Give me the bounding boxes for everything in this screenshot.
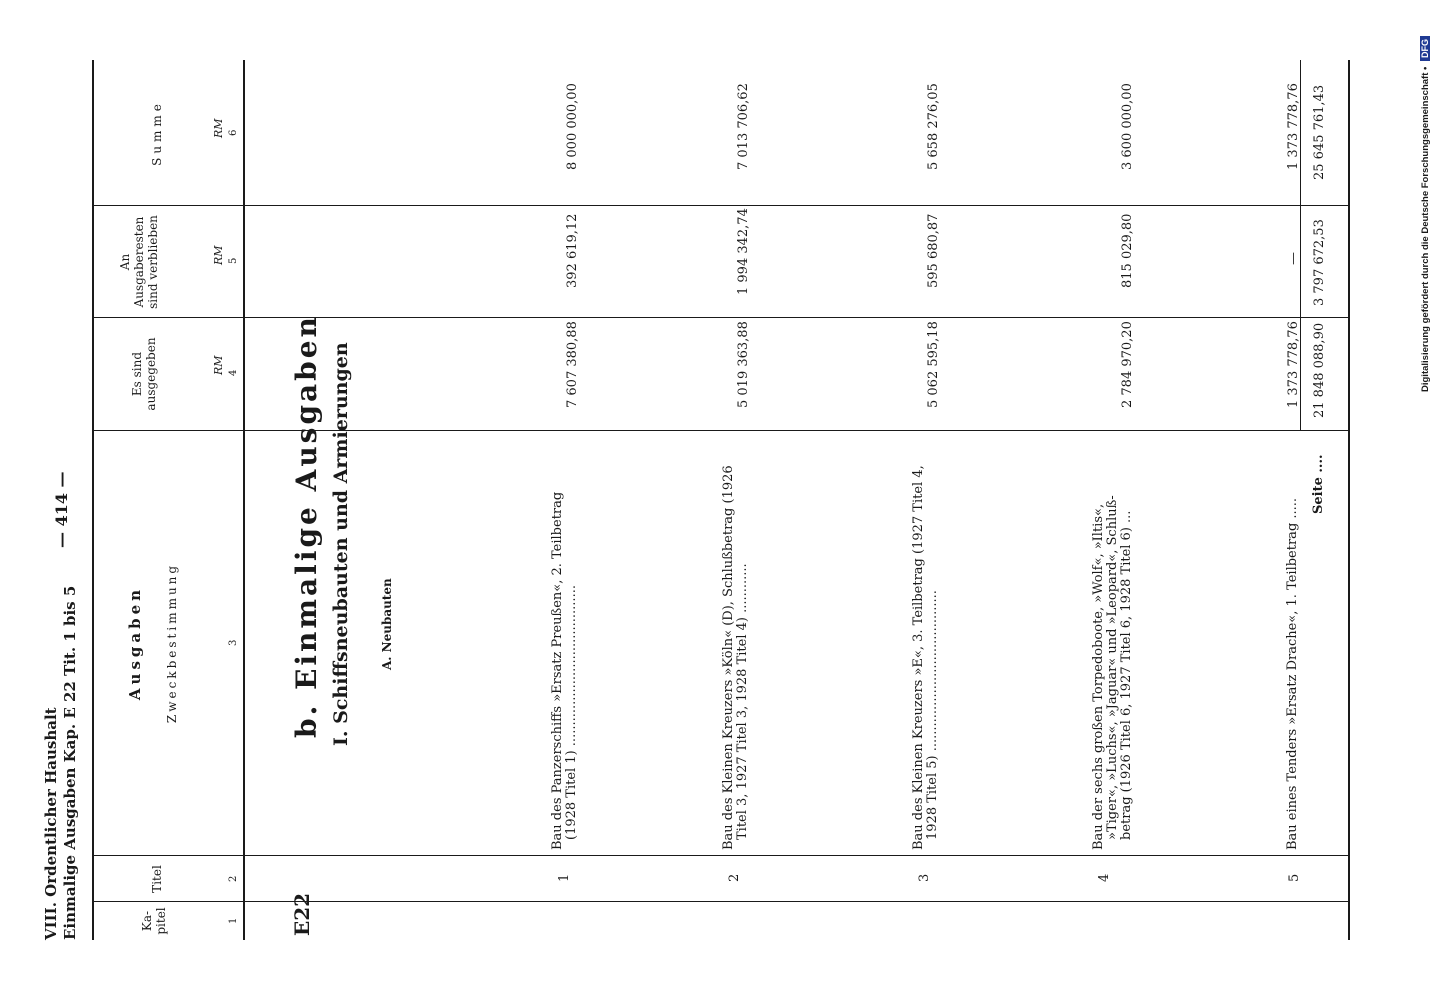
table-top-rule	[92, 60, 94, 940]
row-5-titel: 5	[1287, 873, 1302, 882]
totals-ausgegeben: 21 848 088,90	[1312, 322, 1327, 418]
row-3-titel: 3	[917, 873, 932, 882]
row-3-text-2: 1928 Titel 5) .......................................	[925, 590, 940, 840]
row-4-text-1: Bau der sechs großen Torpedoboote, »Wolf«, »Iltis«,	[1091, 503, 1106, 850]
row-4-ausgegeben: 2 784 970,20	[1120, 321, 1135, 408]
header-ausgegeben: Es sind ausgegeben	[130, 337, 158, 411]
row-1-ausgegeben: 7 607 380,88	[565, 321, 580, 408]
header-ausgabereste: An Ausgaberesten sind verblieben	[118, 215, 160, 309]
colnum-4: 4	[228, 369, 239, 376]
section-i-title: I. Schiffsneubauten und Armierungen	[330, 342, 352, 746]
totals-label: Seite ....	[1311, 454, 1326, 514]
section-b-title: b. Einmalige Ausgaben	[290, 314, 323, 738]
unit-col-5: RM	[212, 245, 225, 265]
row-2-text-1: Bau des Kleinen Kreuzers »Köln« (D), Schlußbetrag (1926	[721, 465, 736, 850]
row-2-ausgegeben: 5 019 363,88	[736, 321, 751, 408]
col-divider-2	[92, 855, 1350, 856]
header-bottom-rule	[243, 60, 245, 940]
header-line-1: VIII. Ordentlicher Haushalt	[42, 707, 60, 940]
page-number: — 414 —	[52, 471, 71, 548]
row-1-reste: 392 619,12	[565, 213, 580, 288]
row-4-reste: 815 029,80	[1120, 213, 1135, 288]
header-line-2: Einmalige Ausgaben Kap. E 22 Tit. 1 bis 5	[61, 585, 79, 940]
row-3-text-1: Bau des Kleinen Kreuzers »E«, 3. Teilbetrag (1927 Titel 4,	[911, 465, 926, 850]
dfg-sidebar	[1418, 8, 1432, 392]
dfg-sidebar-text: Digitalisierung gefördert durch die Deutsche Forschungsgemeinschaft •	[1420, 66, 1431, 392]
header-summe: Summe	[150, 100, 164, 166]
colnum-1: 1	[228, 917, 239, 924]
row-4-summe: 3 600 000,00	[1120, 83, 1135, 170]
colnum-2: 2	[228, 875, 239, 882]
row-1-summe: 8 000 000,00	[565, 83, 580, 170]
row-5-reste: —	[1286, 252, 1301, 265]
row-3-summe: 5 658 276,05	[926, 83, 941, 170]
row-3-ausgegeben: 5 062 595,18	[926, 321, 941, 408]
unit-col-4: RM	[212, 355, 225, 375]
row-1-text-2: (1928 Titel 1) .......................................	[564, 585, 579, 840]
row-2-reste: 1 994 342,74	[736, 208, 751, 295]
header-titel: Titel	[150, 865, 164, 893]
table-bottom-rule	[1348, 60, 1350, 940]
row-4-text-3: betrag (1926 Titel 6, 1927 Titel 6, 1928 Titel 6) ...	[1119, 510, 1134, 840]
colnum-5: 5	[228, 257, 239, 264]
row-2-text-2: Titel 3, 1927 Titel 3, 1928 Titel 4) ............	[735, 563, 750, 840]
row-3-reste: 595 680,87	[926, 213, 941, 288]
row-5-text-1: Bau eines Tenders »Ersatz Drache«, 1. Teilbetrag .....	[1285, 497, 1300, 850]
row-4-titel: 4	[1097, 873, 1112, 882]
running-header	[42, 586, 80, 940]
row-4-text-2: »Tiger«, »Luchs«, »Jaguar« und »Leopard«, Schluß-	[1105, 495, 1120, 840]
row-2-summe: 7 013 706,62	[736, 83, 751, 170]
col-divider-3	[92, 430, 1350, 431]
colnum-6: 6	[228, 129, 239, 136]
header-kapitel: Ka- pitel	[140, 907, 168, 935]
header-zweck: Zweckbestimmung	[165, 562, 179, 724]
colnum-3: 3	[228, 639, 239, 646]
section-a-title: A. Neubauten	[380, 578, 394, 670]
row-1-text-1: Bau des Panzerschiffs »Ersatz Preußen«, 2. Teilbetrag	[550, 491, 565, 850]
row-2-titel: 2	[727, 873, 742, 882]
kapitel-e22: E22	[290, 892, 314, 936]
row-5-summe: 1 373 778,76	[1286, 83, 1301, 170]
col-divider-1	[92, 901, 1350, 902]
totals-reste: 3 797 672,53	[1312, 219, 1327, 306]
col-divider-5	[92, 205, 1350, 206]
dfg-logo: DFG	[1420, 36, 1430, 61]
col-divider-4	[92, 317, 1350, 318]
header-ausgaben: Ausgaben	[126, 585, 144, 701]
totals-summe: 25 645 761,43	[1312, 84, 1327, 180]
row-5-ausgegeben: 1 373 778,76	[1286, 321, 1301, 408]
row-1-titel: 1	[557, 873, 572, 882]
unit-col-6: RM	[212, 118, 225, 138]
